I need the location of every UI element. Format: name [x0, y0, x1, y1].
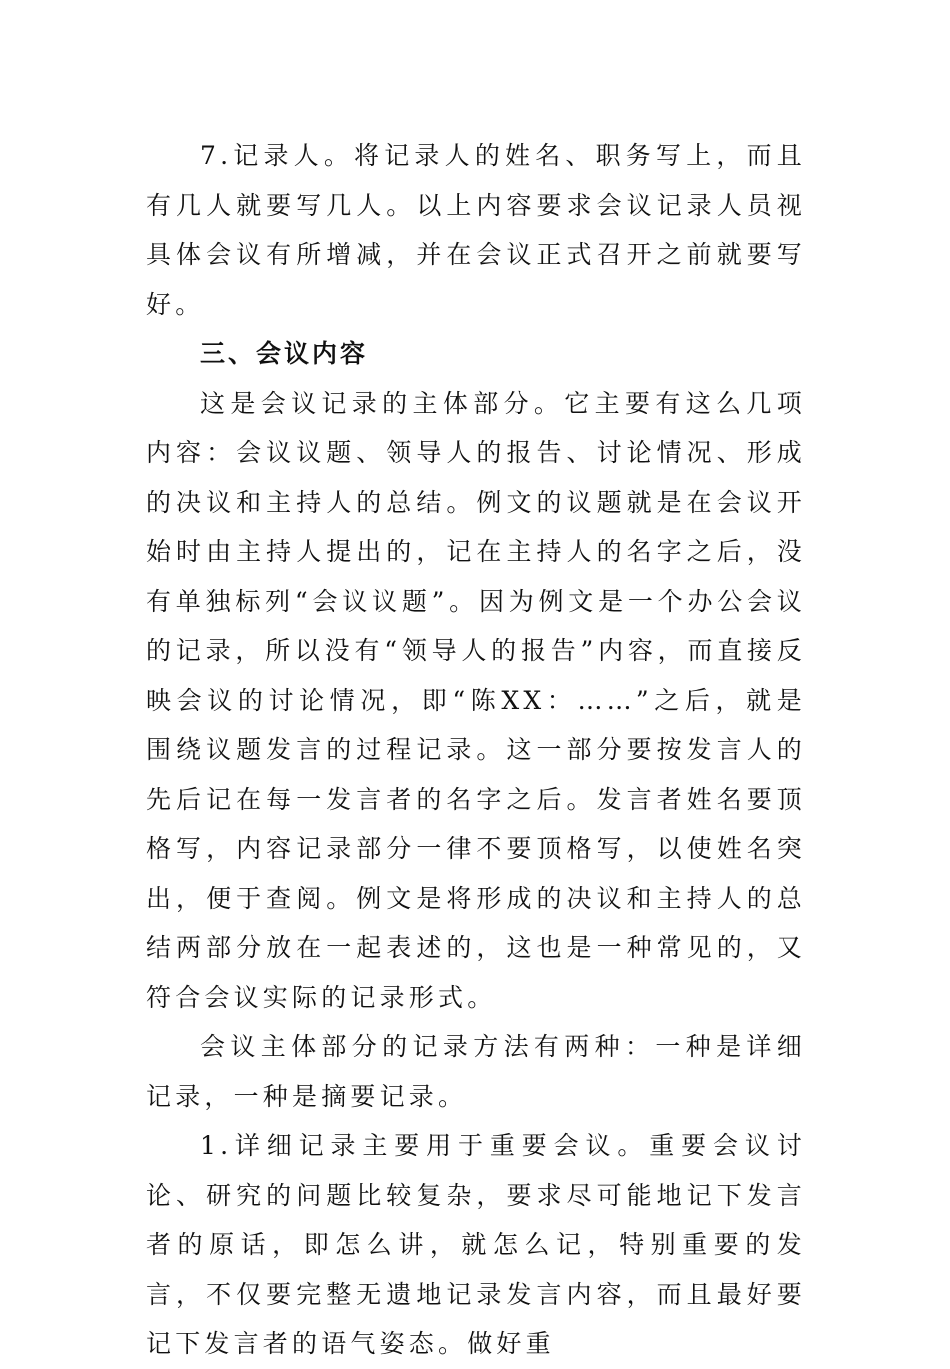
paragraph-recording-methods: 会议主体部分的记录方法有两种：一种是详细记录，一种是摘要记录。: [146, 1032, 806, 1111]
paragraph-meeting-content: 这是会议记录的主体部分。它主要有这么几项内容：会议议题、领导人的报告、讨论情况、形成的决议和主持人的总结。例文的议题就是在会议开始时由主持人提出的，记在主持人的名字之后，没有单独标列“会议议题”。因为例文是一个办公会议的记录，所以没有“领导人的报告”内容，而直接反映会议的讨论情况，即“陈XX：……”之后，就是围绕议题发言的过程记录。这一部分要按发言人的先后记在每一发言者的名字之后。发言者姓名要顶格写，内容记录部分一律不要顶格写，以使姓名突出，便于查阅。例文是将形成的决议和主持人的总结两部分放在一起表述的，这也是一种常见的，又符合会议实际的记录形式。: [146, 388, 806, 1012]
section-heading-meeting-content: 三、会议内容: [200, 339, 369, 368]
paragraph-recorder: 7.记录人。将记录人的姓名、职务写上，而且有几人就要写几人。以上内容要求会议记录人员视具体会议有所增减，并在会议正式召开之前就要写好。: [146, 141, 806, 319]
paragraph-detailed-recording: 1.详细记录主要用于重要会议。重要会议讨论、研究的问题比较复杂，要求尽可能地记下发言者的原话，即怎么讲，就怎么记，特别重要的发言，不仅要完整无遗地记录发言内容，而且最好要记下发言者的语气姿态。做好重: [146, 1131, 806, 1358]
document-body: [146, 131, 806, 1369]
